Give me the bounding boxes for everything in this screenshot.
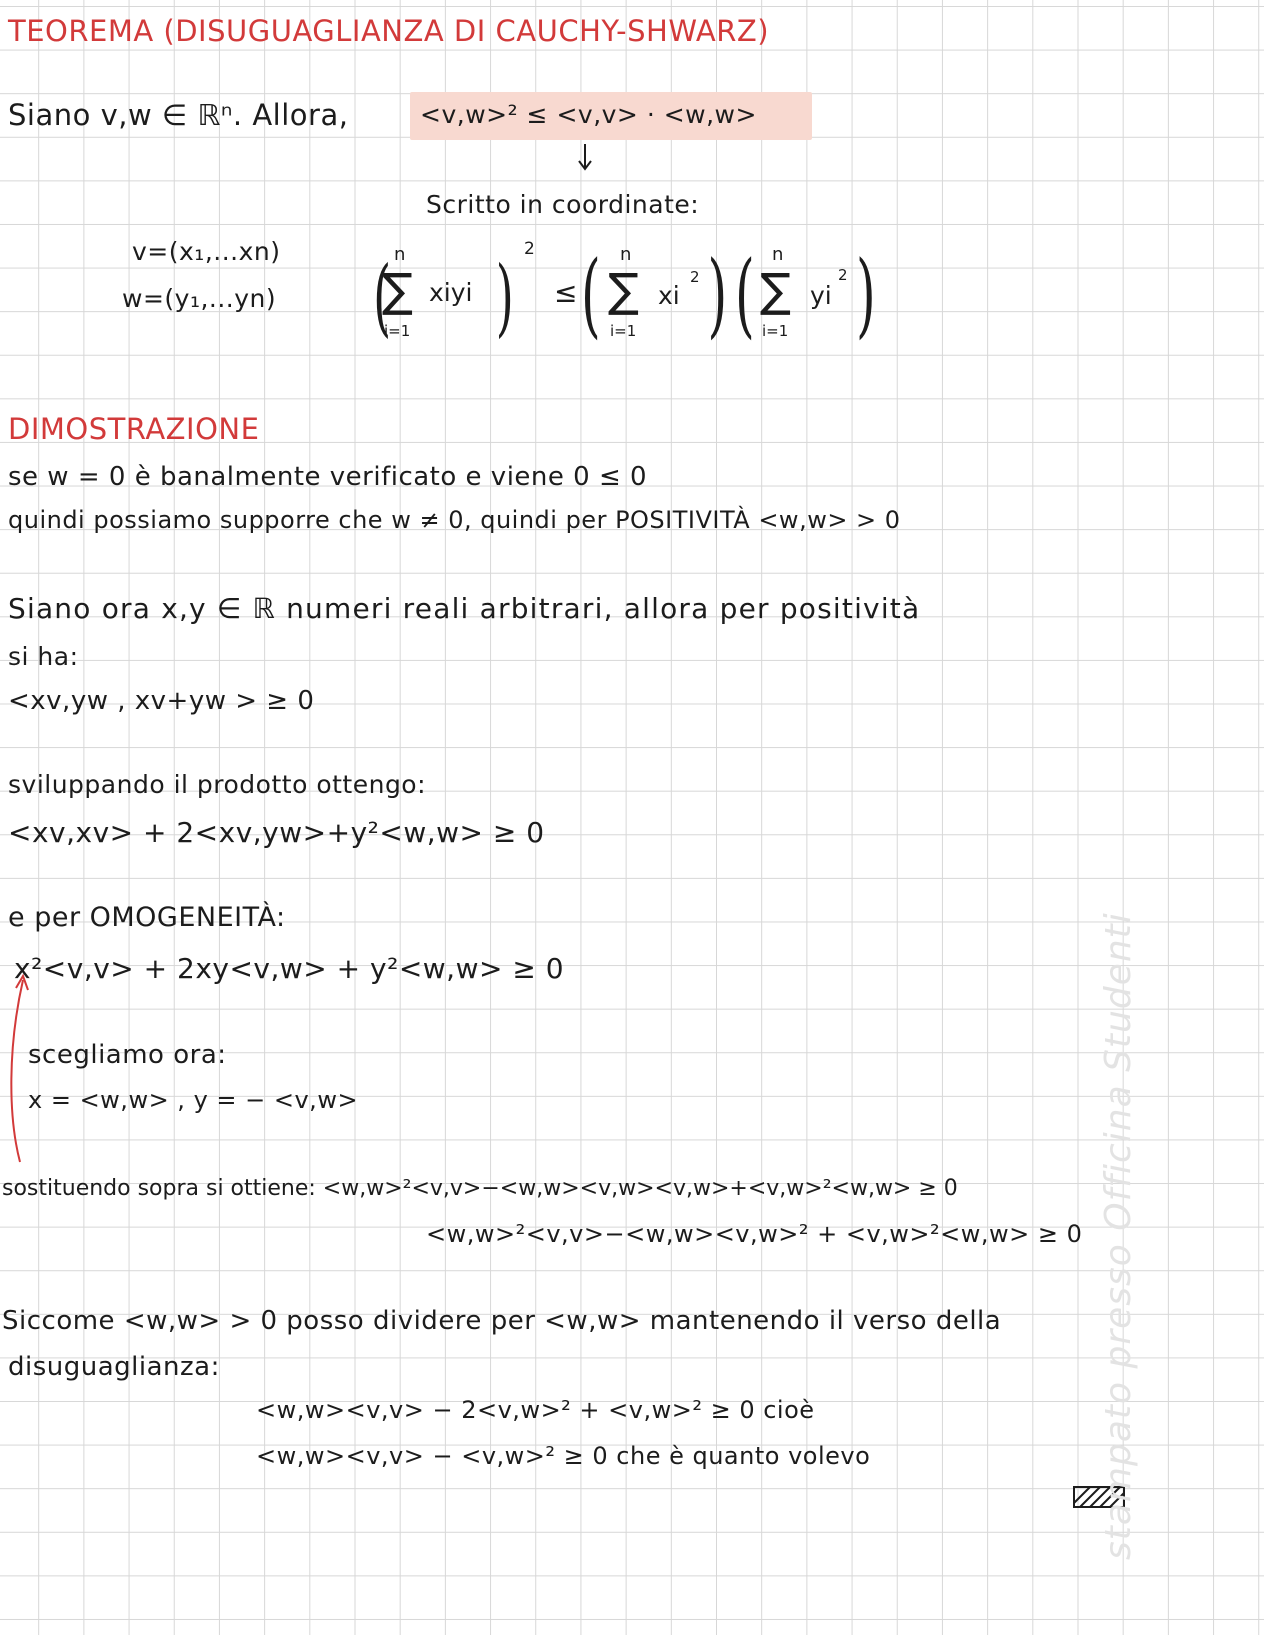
svg-text:(: ( xyxy=(735,240,755,349)
leq-symbol: ≤ xyxy=(554,276,578,309)
proof-line-4: si ha: xyxy=(8,642,79,671)
proof-line-9: x²<v,v> + 2xy<v,w> + y²<w,w> ≥ 0 xyxy=(14,952,565,985)
coordinates-caption: Scritto in coordinate: xyxy=(426,190,700,219)
proof-line-16: <w,w><v,v> − 2<v,w>² + <v,w>² ≥ 0 cioè xyxy=(256,1396,815,1424)
proof-line-8: e per OMOGENEITÀ: xyxy=(8,902,286,933)
watermark: stampato presso Officina Studenti xyxy=(1098,912,1139,1560)
proof-line-12: sostituendo sopra si ottiene: <w,w>²<v,v>−<w,w><v,w><v,w>+<v,w>²<w,w> ≥ 0 xyxy=(2,1176,958,1201)
proof-line-17: <w,w><v,v> − <v,w>² ≥ 0 che è quanto volevo xyxy=(256,1442,871,1470)
theorem-hypothesis: Siano v,w ∈ ℝⁿ. Allora, xyxy=(8,98,349,132)
svg-text:(: ( xyxy=(581,240,601,349)
sum-lower-2: i=1 xyxy=(610,322,637,340)
proof-line-5: <xv,yw , xv+yw > ≥ 0 xyxy=(8,686,315,716)
proof-line-7: <xv,xv> + 2<xv,yw>+y²<w,w> ≥ 0 xyxy=(8,816,545,849)
proof-line-2: quindi possiamo supporre che w ≠ 0, quindi per POSITIVITÀ <w,w> > 0 xyxy=(8,506,901,534)
proof-line-13: <w,w>²<v,v>−<w,w><v,w>² + <v,w>²<w,w> ≥ 0 xyxy=(426,1220,1083,1248)
sum-sign-2: ∑ xyxy=(608,263,639,317)
proof-line-6: sviluppando il prodotto ottengo: xyxy=(8,770,427,799)
coordinate-inequality xyxy=(372,240,912,370)
sum-sign-3: ∑ xyxy=(760,263,791,317)
proof-heading: DIMOSTRAZIONE xyxy=(8,412,260,446)
svg-text:): ) xyxy=(495,247,514,346)
sum-sign-1: ∑ xyxy=(382,263,413,317)
svg-text:): ) xyxy=(856,240,876,349)
right-exponent: 2 xyxy=(838,266,848,284)
left-term: xiyi xyxy=(429,278,473,307)
theorem-title: TEOREMA (DISUGUAGLIANZA DI CAUCHY-SHWARZ) xyxy=(8,14,770,48)
sum-upper-3: n xyxy=(772,244,784,265)
left-exponent: 2 xyxy=(524,240,535,259)
sum-upper-2: n xyxy=(620,244,632,265)
proof-line-14: Siccome <w,w> > 0 posso dividere per <w,w> mantenendo il verso della xyxy=(2,1306,1002,1336)
right-term: yi xyxy=(810,281,832,310)
sum-lower-1: i=1 xyxy=(384,322,411,340)
svg-text:): ) xyxy=(707,240,728,349)
proof-line-11: x = <w,w> , y = − <v,w> xyxy=(28,1086,359,1114)
v-definition: v=(x₁,...xn) xyxy=(132,237,281,266)
proof-line-15: disuguaglianza: xyxy=(8,1352,220,1382)
svg-text:(: ( xyxy=(373,247,392,346)
w-definition: w=(y₁,...yn) xyxy=(122,284,277,313)
sum-lower-3: i=1 xyxy=(762,322,789,340)
sum-upper-1: n xyxy=(394,244,406,265)
proof-line-10: scegliamo ora: xyxy=(28,1040,227,1070)
down-arrow-icon xyxy=(578,142,592,172)
cauchy-schwarz-inequality: <v,w>² ≤ <v,v> · <w,w> xyxy=(420,100,757,129)
middle-term: xi xyxy=(658,281,680,310)
middle-exponent: 2 xyxy=(690,268,700,286)
proof-line-3: Siano ora x,y ∈ ℝ numeri reali arbitrari, allora per positività xyxy=(8,592,921,625)
proof-line-1: se w = 0 è banalmente verificato e viene 0 ≤ 0 xyxy=(8,462,648,492)
